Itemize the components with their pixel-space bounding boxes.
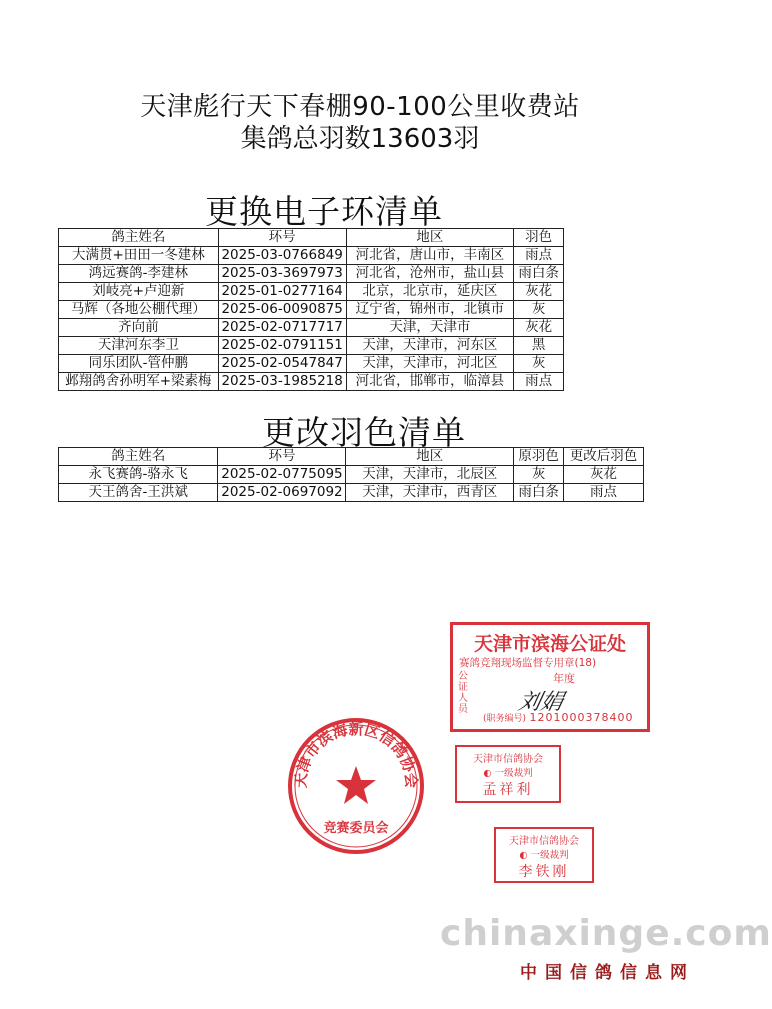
table-cell: 邺翔鸽舍孙明军+梁素梅 [59,373,219,391]
table-cell: 雨点 [514,373,564,391]
referee-rank-text: 一级裁判 [494,768,533,779]
table-cell: 齐向前 [59,319,219,337]
table-cell: 灰 [514,355,564,373]
table-cell: 2025-01-0277164 [218,283,346,301]
table-cell: 天津河东李卫 [59,337,219,355]
table-header-row [59,229,564,247]
notary-year-label: 年度 [553,672,575,685]
notary-stamp-subtitle [459,655,596,670]
table-cell: 河北省，邯郸市，临漳县 [346,373,514,391]
notary-stamp [450,622,650,732]
notary-stamp-title: 天津市滨海公证处 [473,633,626,655]
referee-rank [496,847,592,861]
table-cell: 黑 [514,337,564,355]
star-icon [336,766,376,804]
table-cell: 永飞赛鸽-骆永飞 [59,466,218,484]
table-header-row [59,448,644,466]
table-cell: 天王鸽舍-王洪斌 [59,484,218,502]
table-cell: 雨白条 [514,484,564,502]
total-count: 集鸽总羽数13603羽 [240,124,480,154]
table-cell: 天津，天津市，西青区 [346,484,514,502]
table-cell: 2025-02-0717717 [218,319,346,337]
association-logo-icon: ◐ [519,850,528,861]
table-cell: 2025-03-3697973 [218,265,346,283]
notary-side-char: 证 [458,682,468,693]
table-cell: 灰花 [514,283,564,301]
referee-rank [457,765,559,779]
table-cell: 马辉（各地公棚代理） [59,301,219,319]
table-cell: 北京，北京市，延庆区 [346,283,514,301]
referee-stamp-1 [455,745,561,803]
table-row [59,466,644,484]
table-cell: 天津，天津市，河东区 [346,337,514,355]
ring-change-table [58,228,564,391]
association-round-seal [286,716,426,856]
table-cell: 天津，天津市，北辰区 [346,466,514,484]
col-header: 鸽主姓名 [59,448,218,466]
table-cell: 天津，天津市 [346,319,514,337]
col-header: 鸽主姓名 [59,229,219,247]
referee-name: 李铁刚 [518,864,570,880]
table-row [59,373,564,391]
table-cell: 2025-06-0090875 [218,301,346,319]
col-header: 环号 [218,229,346,247]
referee-name: 孟祥利 [482,782,534,798]
notary-signature: 刘娟 [515,690,566,715]
table-row [59,337,564,355]
notary-side-char: 员 [458,704,468,715]
col-header: 羽色 [514,229,564,247]
notary-id [483,711,634,724]
site-watermark-cn: 中国信鸽信息网 [520,963,695,983]
association-logo-icon: ◐ [483,768,492,779]
table-cell: 2025-02-0547847 [218,355,346,373]
referee-org: 天津市信鸽协会 [509,836,579,847]
table-cell: 2025-02-0775095 [218,466,346,484]
ring-change-title: 更换电子环清单 [205,192,443,231]
table-row [59,319,564,337]
table-cell: 2025-03-0766849 [218,247,346,265]
col-header: 原羽色 [514,448,564,466]
table-row [59,484,644,502]
seal-bottom-text: 竞赛委员会 [323,821,389,836]
table-cell: 刘岐亮+卢迎新 [59,283,219,301]
table-cell: 灰 [514,301,564,319]
table-cell: 天津，天津市，河北区 [346,355,514,373]
notary-id-label: (职务编号) [483,714,527,724]
table-cell: 2025-02-0791151 [218,337,346,355]
table-cell: 同乐团队-管仲鹏 [59,355,219,373]
table-cell: 灰花 [514,319,564,337]
table-cell: 雨白条 [514,265,564,283]
notary-subtitle-text: 赛鸽竞翔现场监督专用章 [459,657,575,669]
referee-stamp-2 [494,827,594,883]
table-row [59,355,564,373]
table-cell: 河北省，唐山市，丰南区 [346,247,514,265]
color-change-title: 更改羽色清单 [262,413,466,452]
col-header: 地区 [346,448,514,466]
col-header: 地区 [346,229,514,247]
col-header: 环号 [218,448,346,466]
referee-rank-text: 一级裁判 [530,850,569,861]
referee-org: 天津市信鸽协会 [473,754,543,765]
table-cell: 辽宁省，锦州市，北镇市 [346,301,514,319]
table-row [59,301,564,319]
table-cell: 河北省，沧州市，盐山县 [346,265,514,283]
site-watermark: chinaxinge.com [440,913,772,954]
color-change-table [58,447,644,502]
table-cell: 雨点 [514,247,564,265]
notary-side-label [458,671,470,715]
seal-arc-path: 天津市滨海新区信鸽协会 [291,720,421,789]
table-cell: 灰 [514,466,564,484]
table-cell: 大满贯+田田一冬建林 [59,247,219,265]
document-title: 天津彪行天下春棚90-100公里收费站 [140,92,580,122]
table-cell: 2025-02-0697092 [218,484,346,502]
notary-year-mark: (18) [574,657,597,669]
table-cell: 2025-03-1985218 [218,373,346,391]
table-cell: 鸿远赛鸽-李建林 [59,265,219,283]
table-row [59,247,564,265]
table-row [59,265,564,283]
table-cell: 灰花 [564,466,644,484]
notary-id-number: 12010003784​00 [529,711,634,724]
notary-side-char: 人 [458,693,468,704]
table-cell: 雨点 [564,484,644,502]
col-header: 更改后羽色 [564,448,644,466]
notary-side-char: 公 [458,671,468,682]
table-row [59,283,564,301]
